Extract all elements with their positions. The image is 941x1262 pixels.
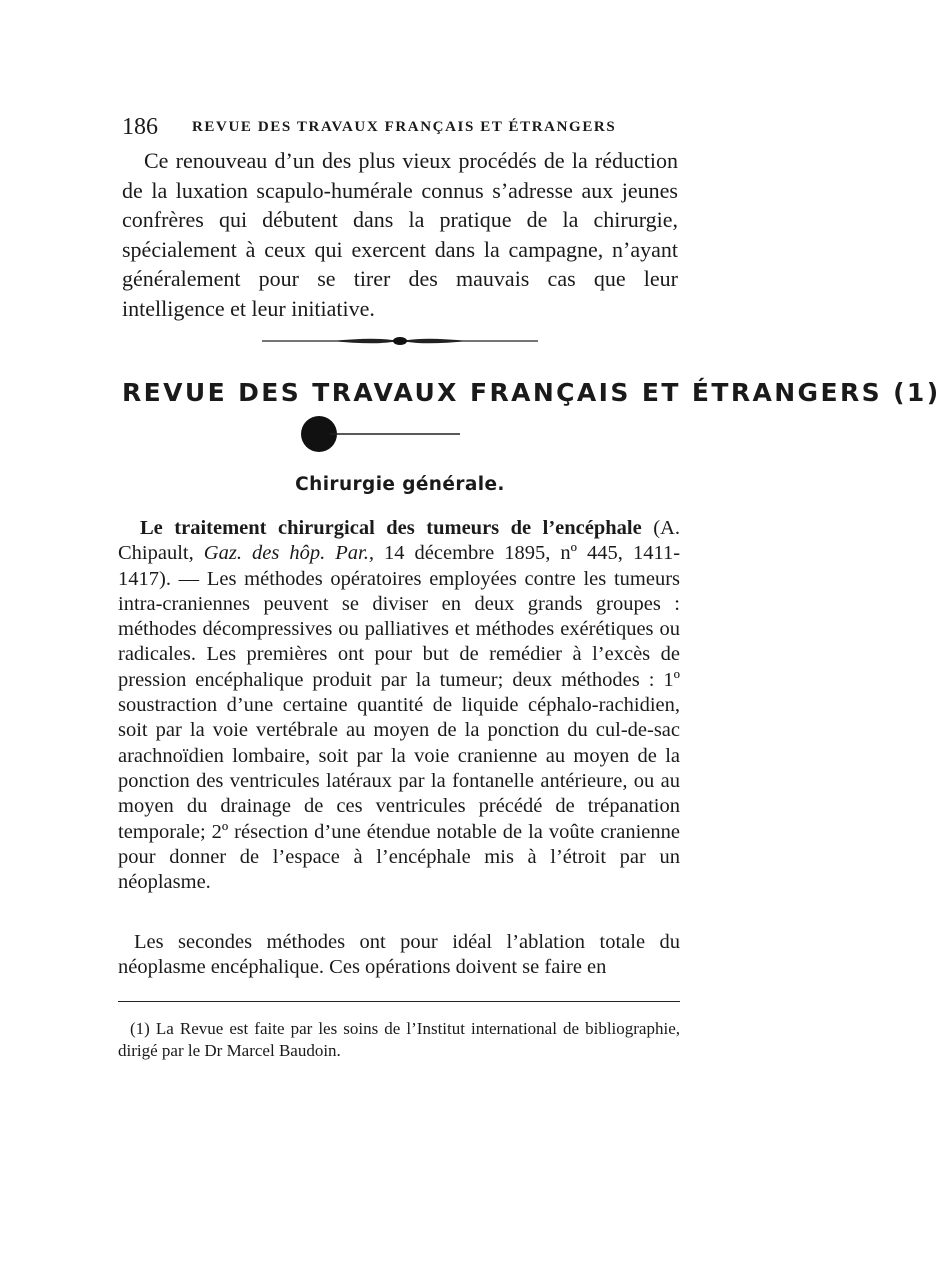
article-author: (A. Chipault, [118,517,681,565]
subsection-heading: Chirurgie générale. [295,474,505,495]
citation-details: 14 décembre 1895, nº 445, 1411-1417). [118,542,681,590]
footnote-rule [118,1001,680,1002]
section-heading: REVUE DES TRAVAUX FRANÇAIS ET ÉTRANGERS (1) [122,378,941,407]
footnote: (1) La Revue est faite par les soins de l’Institut international de bibliographie, dirigé par le Dr Marcel Baudoin. [118,1019,680,1060]
intro-paragraph: Ce renouveau d’un des plus vieux procédés de la réduction de la luxation scapulo-humérale connus s’adresse aux jeunes confrères qui débutent dans la pratique de la chirurgie, spécialement à ceux qui exercent dans la campagne, n’ayant généralement pour se tirer des mauvais cas que leur intelligence et leur initiative. [122,148,678,321]
page-number: 186 [122,114,158,140]
running-head [122,114,682,144]
journal-name: Gaz. des hôp. Par., [203,542,374,565]
dot-rule-ornament [300,412,460,456]
article-body: — Les méthodes opératoires employées contre les tumeurs intra-craniennes peuvent se diviser en deux grands groupes : méthodes décompressives ou palliatives et méthodes exérétiques ou radicales. Les premières ont pour but de remédier à l’excès de pression encéphalique produit par la tumeur; deux méthodes : 1º soustraction d’une certaine quantité de liquide céphalo-rachidien, soit par la voie vertébrale au moyen de la ponction du cul-de-sac arachnoïdien lombaire, soit par la voie cranienne au moyen de la ponction des ventricules latéraux par la fontanelle antérieure, ou au moyen du drainage de ces ventricules précédé de trépanation temporale; 2º résection d’une étendue notable de la voûte cranienne pour donner de l’espace à l’encéphale mis à l’étroit par un néoplasme. [118,567,681,894]
article-paragraph [118,516,680,895]
article-title: Le traitement chirurgical des tumeurs de l’encéphale [140,517,642,539]
running-title: REVUE DES TRAVAUX FRANÇAIS ET ÉTRANGERS [192,119,617,135]
article-paragraph-2: Les secondes méthodes ont pour idéal l’ablation totale du néoplasme encéphalique. Ces opérations doivent se faire en [118,931,680,979]
ornament-rule [262,336,538,346]
